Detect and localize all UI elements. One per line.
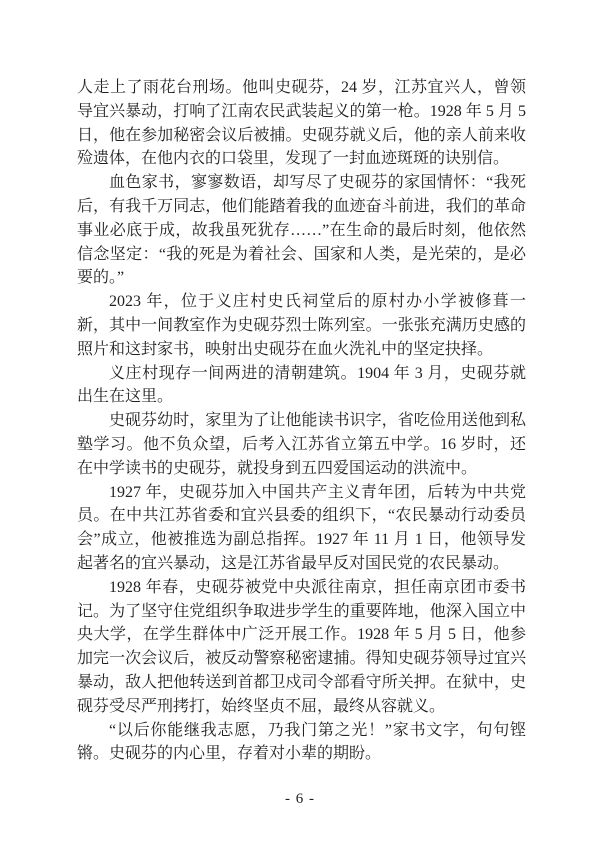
paragraph: 人走上了雨花台刑场。他叫史砚芬，24 岁，江苏宜兴人，曾领导宜兴暴动，打响了江南农民武装起义的第一枪。1928 年 5 月 5 日，他在参加秘密会议后被捕。史砚芬就义后，他的亲人前来收殓遗体，在他内衣的口袋里，发现了一封血迹斑斑的诀别信。 [77,79,526,168]
paragraph: 2023 年，位于义庄村史氏祠堂后的原村办小学被修葺一新，其中一间教室作为史砚芬烈士陈列室。一张张充满历史感的照片和这封家书，映射出史砚芬在血火洗礼中的坚定抉择。 [77,293,526,358]
paragraph: “以后你能继我志愿，乃我门第之光！”家书文字，句句铿锵。史砚芬的内心里，存着对小辈的期盼。 [77,721,526,763]
paragraph: 义庄村现存一间两进的清朝建筑。1904 年 3 月，史砚芬就出生在这里。 [77,364,526,406]
article-body [77,76,526,766]
page-number: - 6 - [285,791,315,807]
paragraph: 史砚芬幼时，家里为了让他能读书识字，省吃俭用送他到私塾学习。他不负众望，后考入江苏省立第五中学。16 岁时，还在中学读书的史砚芬，就投身到五四爱国运动的洪流中。 [77,412,526,477]
paragraph: 1927 年，史砚芬加入中国共产主义青年团，后转为中共党员。在中共江苏省委和宜兴县委的组织下，“农民暴动行动委员会”成立，他被推选为副总指挥。1927 年 11 月 1 日，他领导发起著名的宜兴暴动，这是江苏省最早反对国民党的农民暴动。 [77,483,526,572]
paragraph: 1928 年春，史砚芬被党中央派往南京，担任南京团市委书记。为了坚守住党组织争取进步学生的重要阵地，他深入国立中央大学，在学生群体中广泛开展工作。1928 年 5 月 5 日，他参加完一次会议后，被反动警察秘密逮捕。得知史砚芬领导过宜兴暴动，敌人把他转送到首都卫戍司令部看守所关押。在狱中，史砚芬受尽严刑拷打，始终坚贞不屈，最终从容就义。 [77,578,526,715]
paragraph: 血色家书，寥寥数语，却写尽了史砚芬的家国情怀：“我死后，有我千万同志，他们能踏着我的血迹奋斗前进，我们的革命事业必底于成，故我虽死犹存……”在生命的最后时刻，他依然信念坚定：“我的死是为着社会、国家和人类，是光荣的，是必要的。” [77,174,526,287]
